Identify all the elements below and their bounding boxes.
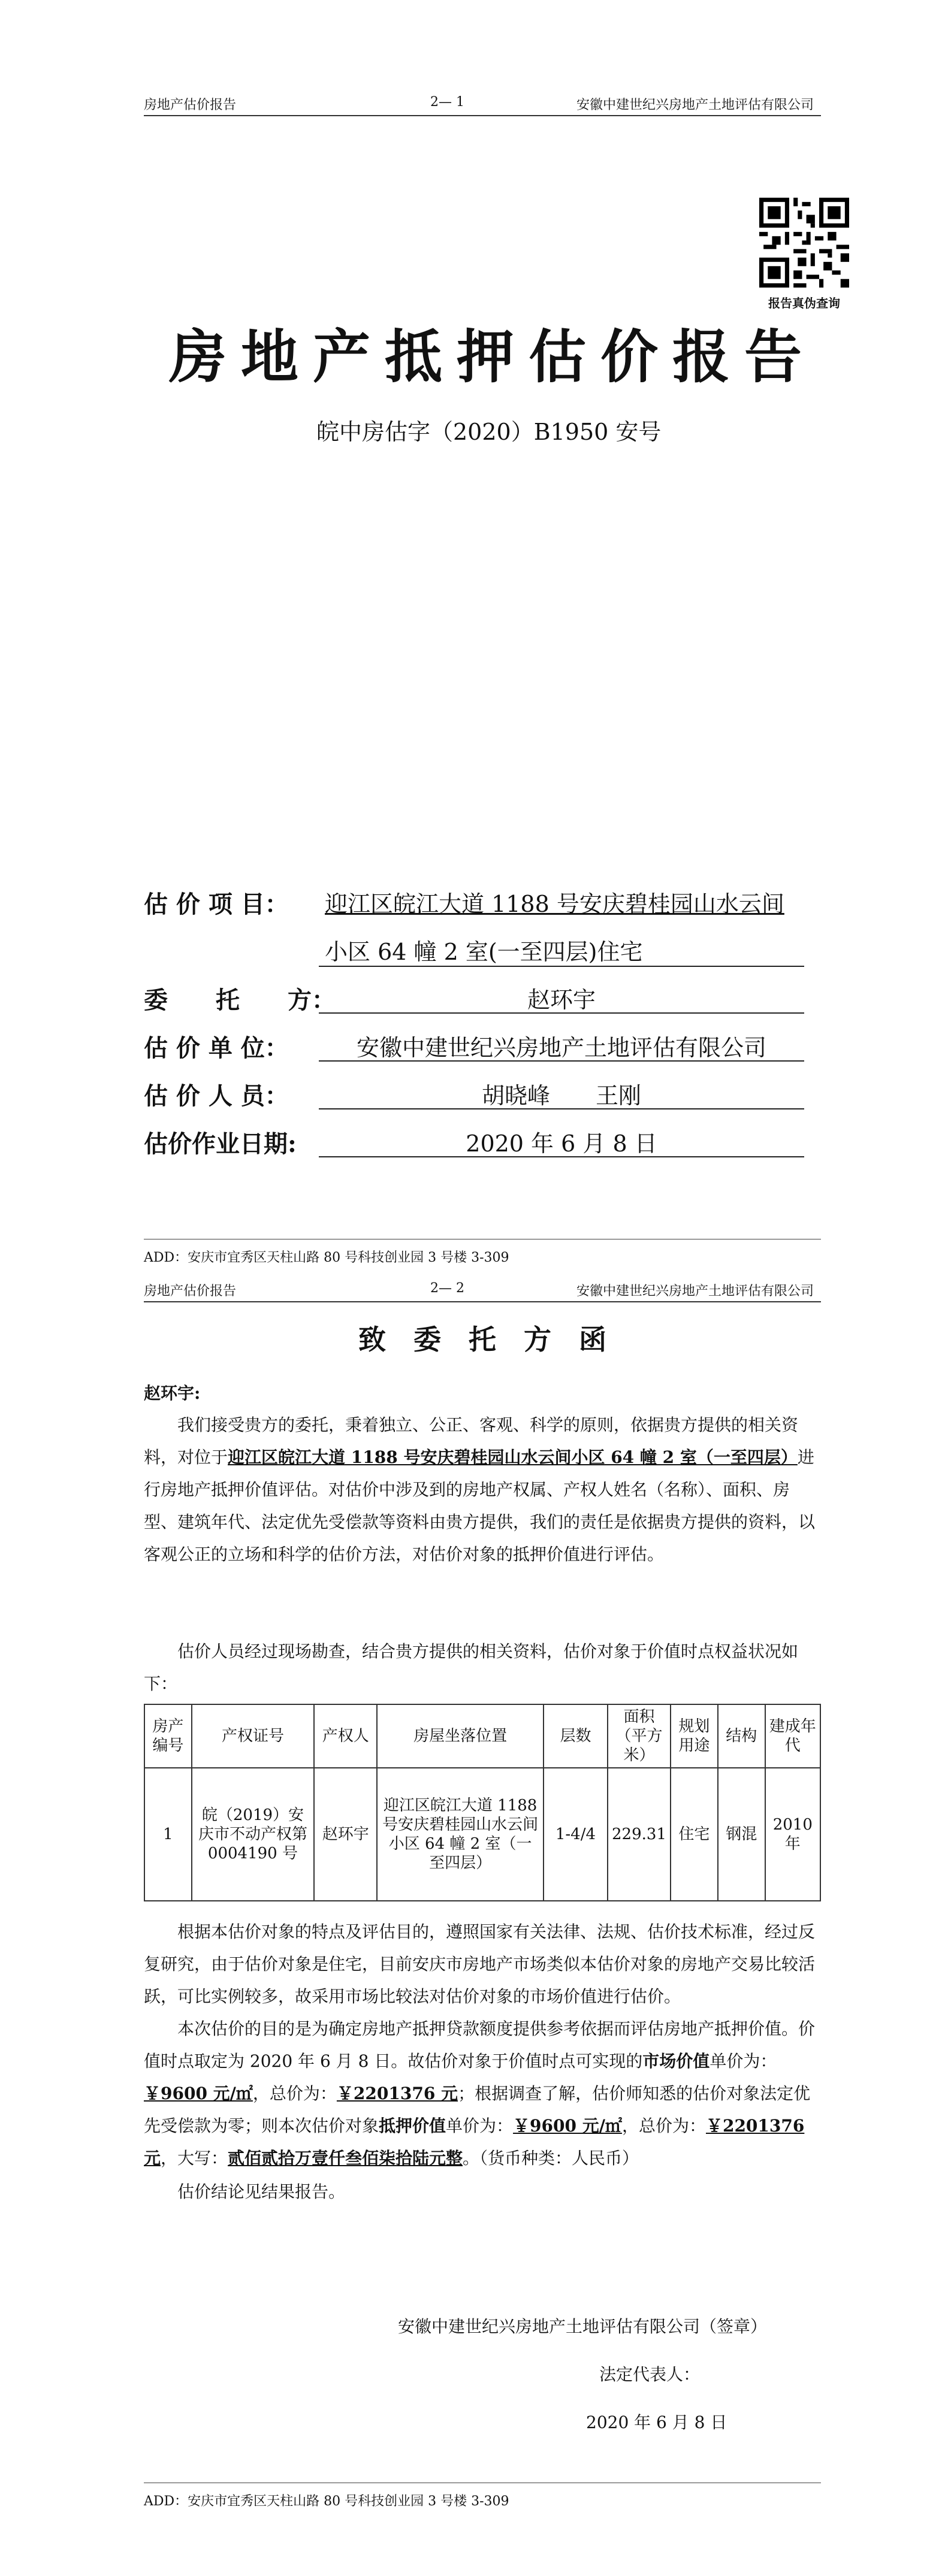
page1-header-page-number: 2— 1: [430, 95, 464, 110]
client-label: 委 托 方：: [144, 986, 336, 1014]
table-cell: 赵环宇: [314, 1768, 377, 1901]
qr-caption: 报告真伪查询: [768, 296, 840, 310]
valuation-text-5: 单价为：: [446, 2116, 514, 2136]
table-header-cell: 房产编号: [144, 1704, 192, 1768]
signature-date: 2020 年 6 月 8 日: [586, 2412, 727, 2432]
market-value-label: 市场价值: [642, 2051, 710, 2071]
paragraph-intro-text-b: 进行房地产抵押价值评估。对估价中涉及到的房地产权属、产权人姓名（名称）、面积、房型、建筑年代、法定优先受偿款等资料由贵方提供，我们的责任是依据贵方提供的资料，以客观公正的立场和科学的估价方法，对估价对象的抵押价值进行评估。: [144, 1447, 816, 1564]
table-cell: 2010 年: [765, 1768, 820, 1901]
table-header-row: [144, 1704, 820, 1768]
qr-code-icon: [759, 198, 849, 288]
valuation-text-3: ，总价为：: [252, 2084, 337, 2103]
work-date-value: 2020 年 6 月 8 日: [466, 1130, 657, 1157]
paragraph-method: 根据本估价对象的特点及评估目的，遵照国家有关法律、法规、估价技术标准，经过反复研究，由于估价对象是住宅，目前安庆市房地产市场类似本估价对象的房地产交易比较活跃，可比实例较多，故采用市场比较法对估价对象的市场价值进行估价。: [144, 1922, 816, 2006]
paragraph-status: 估价人员经过现场勘查，结合贵方提供的相关资料，估价对象于价值时点权益状况如下：: [144, 1641, 799, 1694]
table-cell: 钢混: [718, 1768, 765, 1901]
paragraph-valuation: [144, 2013, 821, 2175]
valuation-text-6: ，总价为：: [621, 2116, 706, 2136]
appraisers-underline: [319, 1108, 804, 1109]
page1-header-right: 安徽中建世纪兴房地产土地评估有限公司: [576, 98, 814, 113]
project-value-line1: 迎江区皖江大道 1188 号安庆碧桂园山水云间: [325, 891, 784, 917]
page1-header-rule: [144, 115, 821, 116]
valuation-text-2: 单价为：: [710, 2051, 777, 2071]
property-address: 迎江区皖江大道 1188 号安庆碧桂园山水云间小区 64 幢 2 室（一至四层）: [228, 1447, 798, 1467]
table-header-cell: 面积（平方米）: [608, 1704, 671, 1768]
page2-header-right: 安徽中建世纪兴房地产土地评估有限公司: [576, 1284, 814, 1299]
table-header-cell: 层数: [544, 1704, 608, 1768]
work-date-underline: [319, 1156, 804, 1157]
table-header-cell: 产权证号: [192, 1704, 314, 1768]
table-header-cell: 房屋坐落位置: [377, 1704, 544, 1768]
mortgage-value-label: 抵押价值: [379, 2116, 446, 2136]
page1-footer-address: ADD：安庆市宜秀区天柱山路 80 号科技创业园 3 号楼 3-309: [144, 1250, 509, 1265]
page1-header-left: 房地产估价报告: [144, 98, 237, 113]
table-cell: 住宅: [671, 1768, 718, 1901]
valuation-text-7: ，大写：: [161, 2148, 228, 2168]
salutation: 赵环宇:: [144, 1383, 201, 1403]
table-cell: 迎江区皖江大道 1188 号安庆碧桂园山水云间小区 64 幢 2 室（一至四层）: [377, 1768, 544, 1901]
client-underline: [319, 1012, 804, 1014]
paragraph-intro-text-a: 我们接受贵方的委托，秉着独立、公正、客观、科学的原则，依据贵方提供的相关资料，对位于: [144, 1415, 799, 1467]
table-cell: 1: [144, 1768, 192, 1901]
table-row: [144, 1768, 820, 1901]
page2-header-left: 房地产估价报告: [144, 1284, 237, 1299]
property-table: [144, 1704, 821, 1901]
table-header-cell: 规划用途: [671, 1704, 718, 1768]
appraisal-unit-label: 估 价 单 位：: [144, 1034, 289, 1062]
appraisal-unit-underline: [319, 1060, 804, 1062]
signature-representative: 法定代表人：: [599, 2365, 701, 2384]
mortgage-total-price: ￥2201376 元: [144, 2116, 805, 2168]
table-cell: 229.31: [608, 1768, 671, 1901]
report-title: 房地产抵押估价报告: [169, 323, 816, 391]
table-header-cell: 产权人: [314, 1704, 377, 1768]
price-in-words: 贰佰贰拾万壹仟叁佰柒拾陆元整: [228, 2148, 463, 2168]
project-underline: [319, 966, 804, 967]
paragraph-conclusion: 估价结论见结果报告。: [177, 2182, 346, 2202]
paragraph-intro: [144, 1409, 821, 1571]
report-number: 皖中房估字（2020）B1950 安号: [316, 419, 662, 445]
mortgage-unit-price: ￥9600 元/㎡: [513, 2116, 622, 2136]
page2-footer-address: ADD：安庆市宜秀区天柱山路 80 号科技创业园 3 号楼 3-309: [144, 2494, 509, 2509]
table-header-cell: 结构: [718, 1704, 765, 1768]
appraisal-unit-value: 安徽中建世纪兴房地产土地评估有限公司: [356, 1035, 766, 1061]
table-cell: 皖（2019）安庆市不动产权第 0004190 号: [192, 1768, 314, 1901]
appraisers-label: 估 价 人 员：: [144, 1082, 289, 1110]
valuation-text-8: 。（货币种类：人民币）: [463, 2148, 639, 2168]
table-header-cell: 建成年代: [765, 1704, 820, 1768]
page2-header-page-number: 2— 2: [430, 1281, 464, 1296]
work-date-label: 估价作业日期:: [144, 1130, 297, 1158]
page2-header-rule: [144, 1301, 821, 1302]
client-value: 赵环宇: [527, 987, 596, 1013]
market-unit-price: ￥9600 元/㎡: [144, 2084, 253, 2103]
appraisers-value: 胡晓峰 王刚: [481, 1083, 641, 1109]
valuation-text-4: ；根据调查了解，估价师知悉的估价对象法定优先受偿款为零；则本次估价对象: [144, 2084, 811, 2136]
valuation-text-1: 本次估价的目的是为确定房地产抵押贷款额度提供参考依据而评估房地产抵押价值。价值时点取定为 2020 年 6 月 8 日。故估价对象于价值时点可实现的: [144, 2019, 816, 2071]
signature-company: 安徽中建世纪兴房地产土地评估有限公司（签章）: [398, 2317, 768, 2336]
table-cell: 1-4/4: [544, 1768, 608, 1901]
letter-title: 致 委 托 方 函: [358, 1323, 606, 1356]
project-label: 估 价 项 目：: [144, 890, 289, 918]
market-total-price: ￥2201376 元: [336, 2084, 458, 2103]
project-value-line2: 小区 64 幢 2 室(一至四层)住宅: [325, 939, 643, 965]
